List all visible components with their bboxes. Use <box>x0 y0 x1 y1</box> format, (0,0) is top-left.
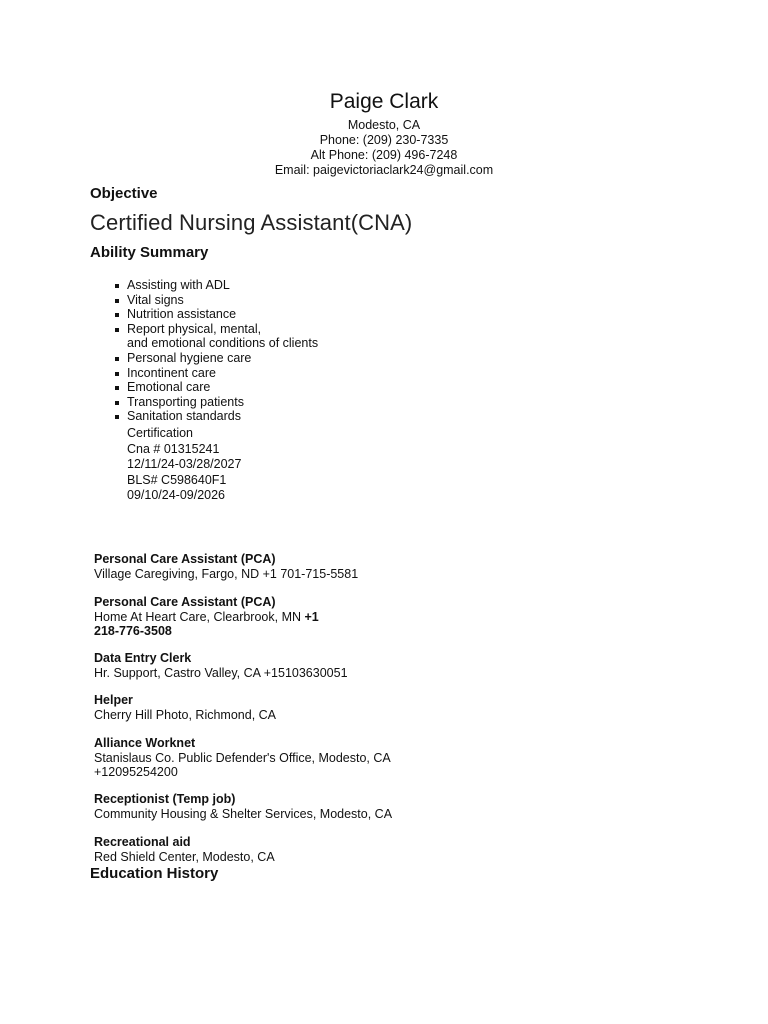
job-detail <box>94 610 319 625</box>
job-entry <box>94 651 348 680</box>
list-item: Personal hygiene care <box>127 351 318 366</box>
job-detail: Community Housing & Shelter Services, Modesto, CA <box>94 806 393 821</box>
list-item: Incontinent care <box>127 366 318 381</box>
job-entry <box>94 693 276 722</box>
education-heading: Education History <box>90 865 219 882</box>
job-entry <box>94 792 392 821</box>
job-phone: 218-776-3508 <box>94 624 172 639</box>
job-title: Alliance Worknet <box>94 736 196 750</box>
job-entry <box>94 552 358 581</box>
cna-number: Cna # 01315241 <box>127 441 220 456</box>
list-item: Transporting patients <box>127 395 318 410</box>
list-item: Nutrition assistance <box>127 307 318 322</box>
cna-dates: 12/11/24-03/28/2027 <box>127 457 242 472</box>
certification-heading: Certification <box>127 426 193 440</box>
job-title: Recreational aid <box>94 835 191 849</box>
job-title: Helper <box>94 693 133 707</box>
list-item: Vital signs <box>127 293 318 308</box>
job-detail: Village Caregiving, Fargo, ND +1 701-715-5581 <box>94 566 359 581</box>
job-detail-text: Home At Heart Care, Clearbrook, MN <box>94 609 305 624</box>
candidate-name: Paige Clark <box>329 90 439 113</box>
bls-dates: 09/10/24-09/2026 <box>127 488 226 503</box>
list-item <box>127 322 318 351</box>
job-detail: Red Shield Center, Modesto, CA <box>94 849 275 864</box>
job-entry <box>94 835 275 864</box>
objective-heading: Objective <box>90 185 158 202</box>
job-detail: Hr. Support, Castro Valley, CA +15103630051 <box>94 665 348 680</box>
ability-list <box>108 278 318 424</box>
objective-text: Certified Nursing Assistant(CNA) <box>90 210 413 235</box>
list-item-text: Report physical, mental, <box>127 321 262 336</box>
ability-summary-heading: Ability Summary <box>90 244 209 261</box>
job-phone: +12095254200 <box>94 765 178 780</box>
list-item: Emotional care <box>127 380 318 395</box>
job-title: Personal Care Assistant (PCA) <box>94 552 276 566</box>
job-title: Receptionist (Temp job) <box>94 792 236 806</box>
location: Modesto, CA <box>347 118 421 132</box>
email: Email: paigevictoriaclark24@gmail.com <box>274 163 494 177</box>
job-phone-prefix: +1 <box>304 609 319 624</box>
job-title: Data Entry Clerk <box>94 651 192 665</box>
list-item: Sanitation standards <box>127 409 318 424</box>
phone: Phone: (209) 230-7335 <box>319 133 449 147</box>
job-entry <box>94 595 319 639</box>
alt-phone: Alt Phone: (209) 496-7248 <box>310 148 458 162</box>
job-entry <box>94 736 391 780</box>
bls-number: BLS# C598640F1 <box>127 472 227 487</box>
certification-block <box>127 426 241 504</box>
job-detail: Stanislaus Co. Public Defender's Office, Modesto, CA <box>94 750 391 765</box>
list-item-continuation: and emotional conditions of clients <box>127 336 319 351</box>
job-detail: Cherry Hill Photo, Richmond, CA <box>94 707 277 722</box>
job-title: Personal Care Assistant (PCA) <box>94 595 276 609</box>
list-item: Assisting with ADL <box>127 278 318 293</box>
